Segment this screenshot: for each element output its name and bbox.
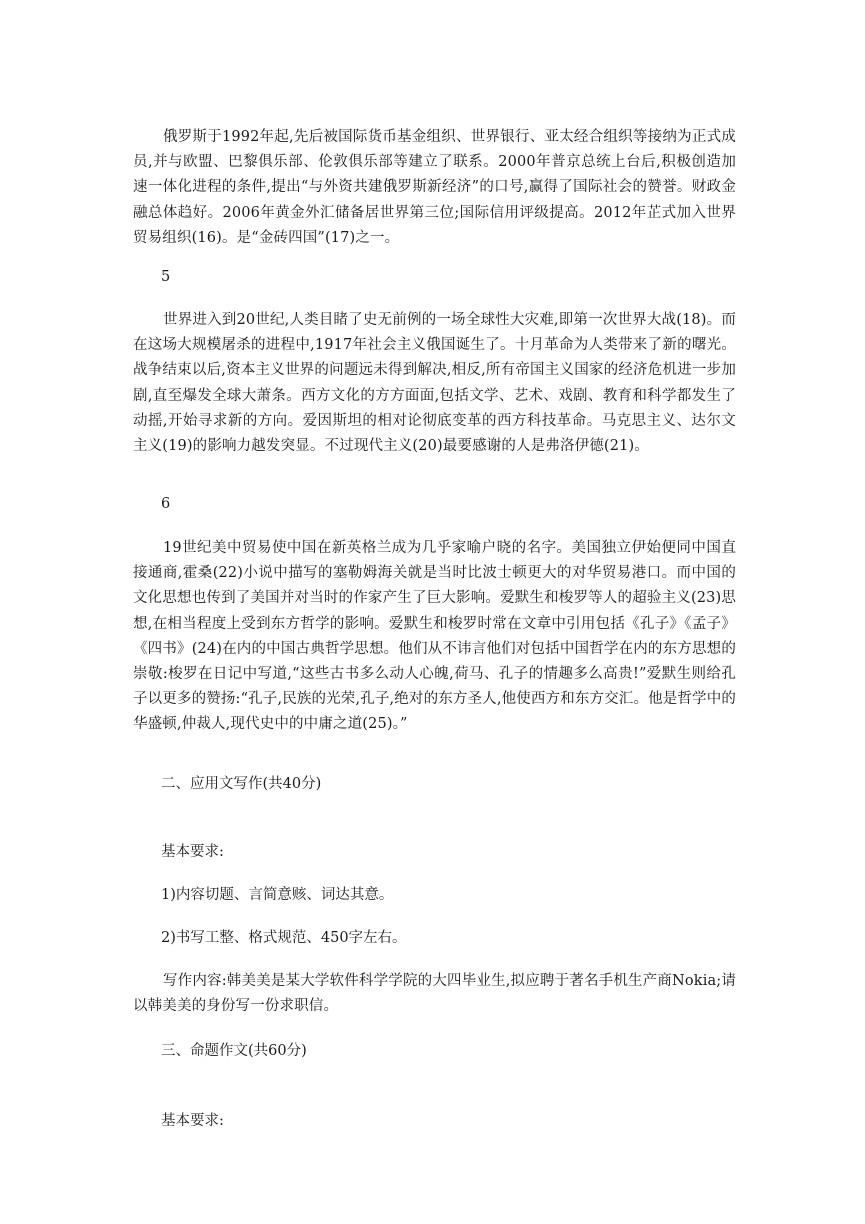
paragraph-writing-content: 写作内容:韩美美是某大学软件科学学院的大四毕业生,拟应聘于著名手机生产商Nokia;请以韩美美的身份写一份求职信。 <box>133 973 736 1015</box>
requirements-label-1: 基本要求: <box>161 844 224 860</box>
paragraph-twentieth-century: 世界进入到20世纪,人类目睹了史无前例的一场全球性大灾难,即第一次世界大战(18)。而在这场大规模屠杀的进程中,1917年社会主义俄国诞生了。十月革命为人类带来了新的曙光。战争结束以后,资本主义世界的问题远未得到解决,相反,所有帝国主义国家的经济危机进一步加剧,直至爆发全球大萧条。西方文化的方方面面,包括文学、艺术、戏剧、教育和科学都发生了动摇,开始寻求新的方向。爱因斯坦的相对论彻底变革的西方科技革命。马克思主义、达尔文主义(19)的影响力越发突显。不过现代主义(20)最要感谢的人是弗洛伊德(21)。 <box>133 312 736 455</box>
requirement-item-2: 2)书写工整、格式规范、450字左右。 <box>161 930 407 946</box>
heading-essay: 三、命题作文(共60分) <box>161 1043 307 1059</box>
section-number-5: 5 <box>161 269 171 285</box>
section-number-6: 6 <box>161 496 171 512</box>
requirements-label-2: 基本要求: <box>161 1113 224 1129</box>
heading-applied-writing: 二、应用文写作(共40分) <box>161 776 322 792</box>
paragraph-russia: 俄罗斯于1992年起,先后被国际货币基金组织、世界银行、亚太经合组织等接纳为正式成员,并与欧盟、巴黎俱乐部、伦敦俱乐部等建立了联系。2000年普京总统上台后,积极创造加速一体化进程的条件,提出“与外资共建俄罗斯新经济”的口号,赢得了国际社会的赞誉。财政金融总体趋好。2006年黄金外汇储备居世界第三位;国际信用评级提高。2012年芷式加入世界贸易组织(16)。是“金砖四国”(17)之一。 <box>133 129 736 246</box>
paragraph-us-china-trade: 19世纪美中贸易使中国在新英格兰成为几乎家喻户晓的名字。美国独立伊始便同中国直接通商,霍桑(22)小说中描写的塞勒姆海关就是当时比波士顿更大的对华贸易港口。而中国的文化思想也传到了美国并对当时的作家产生了巨大影响。爱默生和梭罗等人的超验主义(23)思想,在相当程度上受到东方哲学的影响。爱默生和梭罗时常在文章中引用包括《孔子》《孟子》《四书》(24)在内的中国古典哲学思想。他们从不讳言他们对包括中国哲学在内的东方思想的崇敬:梭罗在日记中写道,“这些古书多么动人心魄,荷马、孔子的情趣多么高贵!”爱默生则给孔子以更多的赞扬:“孔子,民族的光荣,孔子,绝对的东方圣人,他使西方和东方交汇。他是哲学中的华盛顿,仲裁人,现代史中的中庸之道(25)。” <box>133 540 736 733</box>
requirement-item-1: 1)内容切题、言简意赅、词达其意。 <box>161 887 394 903</box>
